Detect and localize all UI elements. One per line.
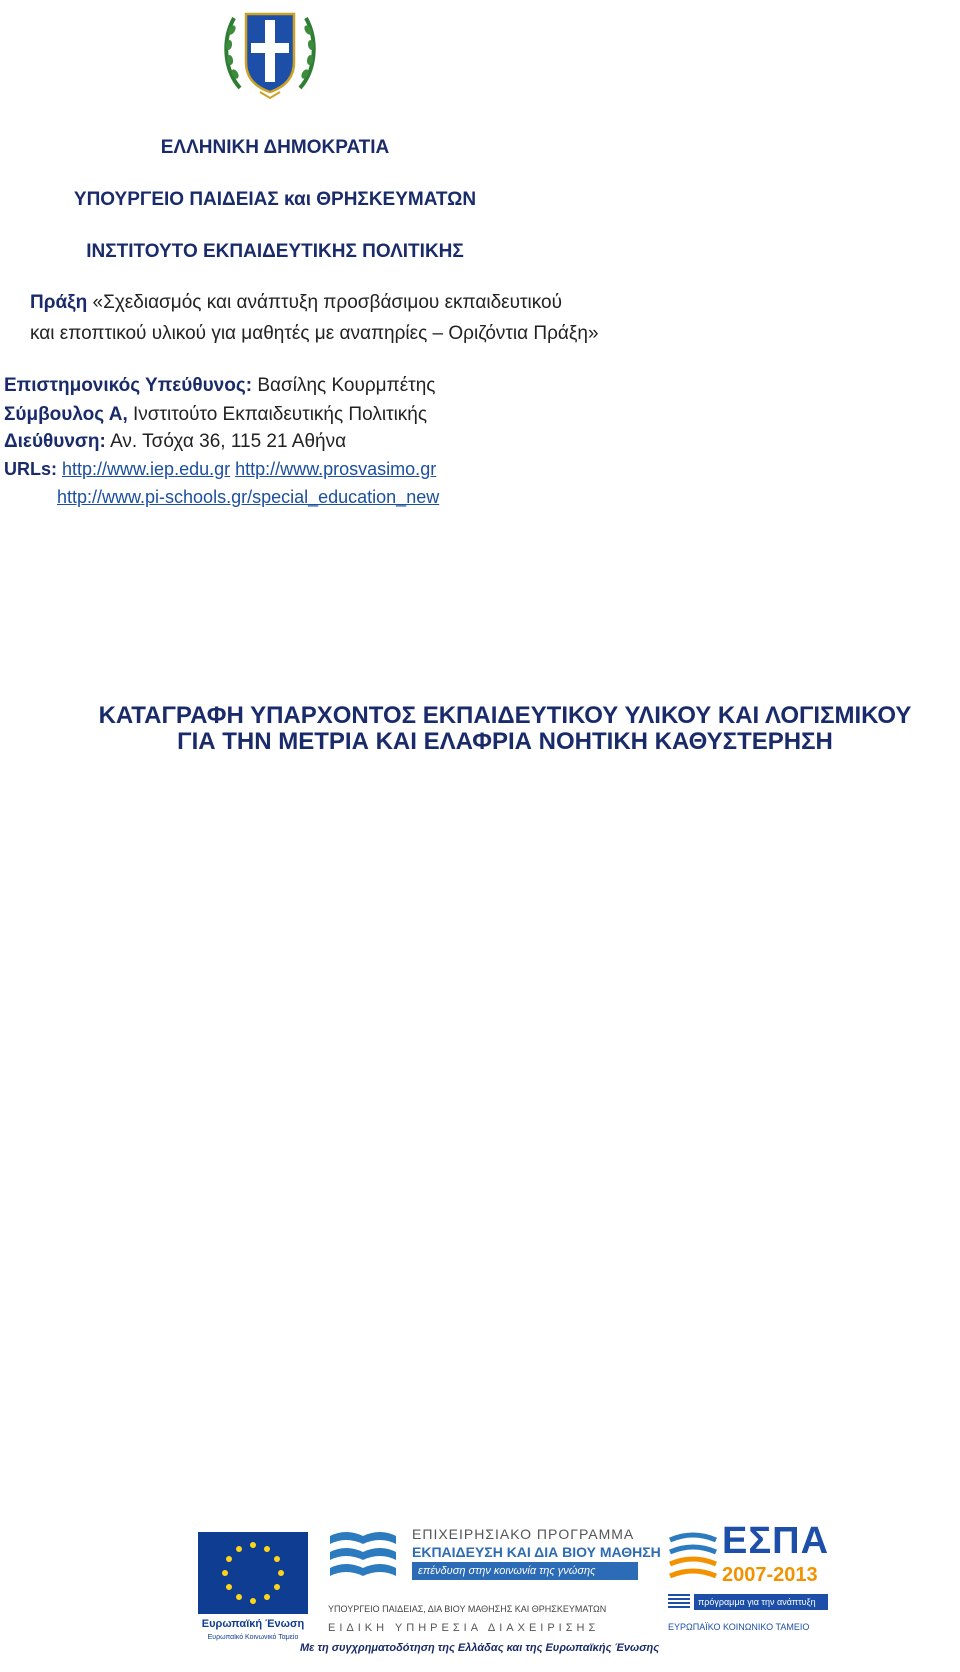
address-line — [4, 431, 346, 453]
action-label: Πράξη — [30, 292, 88, 313]
operational-programme-logo — [328, 1526, 668, 1651]
eu-label: Ευρωπαϊκή Ένωση — [201, 1618, 305, 1630]
espa-years: 2007-2013 — [722, 1564, 818, 1586]
urls-label: URLs: — [4, 459, 57, 479]
pi-schools-link[interactable]: http://www.pi-schools.gr/special_education_new — [57, 487, 440, 507]
urls-line-2 — [57, 487, 439, 508]
espa-logo — [668, 1520, 848, 1651]
role-line — [4, 404, 427, 426]
espa-fund: ΕΥΡΩΠΑΪΚΟ ΚΟΙΝΩΝΙΚΟ ΤΑΜΕΙΟ — [668, 1622, 810, 1632]
greek-flag-icon — [668, 1594, 690, 1608]
document-title-line-2: ΓΙΑ ΤΗΝ ΜΕΤΡΙΑ ΚΑΙ ΕΛΑΦΡΙΑ ΝΟΗΤΙΚΗ ΚΑΘΥΣΤΕΡΗΣΗ — [177, 728, 833, 755]
supervisor-line — [4, 375, 435, 397]
ep-title-2: ΕΚΠΑΙΔΕΥΣΗ ΚΑΙ ΔΙΑ ΒΙΟΥ ΜΑΘΗΣΗ — [412, 1544, 661, 1560]
address-label: Διεύθυνση: — [4, 431, 106, 452]
ep-ministry: ΥΠΟΥΡΓΕΙΟ ΠΑΙΔΕΙΑΣ, ΔΙΑ ΒΙΟΥ ΜΑΘΗΣΗΣ ΚΑΙ ΘΡΗΣΚΕΥΜΑΤΩΝ — [328, 1604, 607, 1614]
address-value: Αν. Τσόχα 36, 115 21 Αθήνα — [110, 431, 347, 452]
country-heading: ΕΛΛΗΝΙΚΗ ΔΗΜΟΚΡΑΤΙΑ — [160, 137, 390, 158]
espa-name: ΕΣΠΑ — [722, 1520, 830, 1562]
ep-service: ΕΙΔΙΚΗ ΥΠΗΡΕΣΙΑ ΔΙΑΧΕΙΡΙΣΗΣ — [328, 1622, 600, 1634]
iep-link[interactable]: http://www.iep.edu.gr — [62, 459, 231, 479]
prosvasimo-link[interactable]: http://www.prosvasimo.gr — [235, 459, 437, 479]
espa-slogan: πρόγραμμα για την ανάπτυξη — [694, 1594, 828, 1610]
eu-flag-icon — [198, 1532, 308, 1614]
funding-logos — [198, 1512, 848, 1662]
role-label: Σύμβουλος Α, — [4, 404, 128, 425]
role-org: Ινστιτούτο Εκπαιδευτικής Πολιτικής — [133, 404, 428, 425]
action-text-1: «Σχεδιασμός και ανάπτυξη προσβάσιμου εκπαιδευτικού — [92, 292, 562, 313]
ep-slogan: επένδυση στην κοινωνία της γνώσης — [412, 1562, 638, 1580]
action-line-2: και εποπτικού υλικού για μαθητές με αναπηρίες – Οριζόντια Πράξη» — [30, 323, 599, 344]
co-funding-note: Με τη συγχρηματοδότηση της Ελλάδας και της Ευρωπαϊκής Ένωσης — [300, 1642, 660, 1654]
eu-sub-label: Ευρωπαϊκό Κοινωνικό Ταμείο — [207, 1634, 299, 1641]
institute-heading: ΙΝΣΤΙΤΟΥΤΟ ΕΚΠΑΙΔΕΥΤΙΚΗΣ ΠΟΛΙΤΙΚΗΣ — [86, 241, 464, 262]
urls-line — [4, 459, 436, 480]
action-line-1 — [30, 292, 562, 314]
ministry-heading: ΥΠΟΥΡΓΕΙΟ ΠΑΙΔΕΙΑΣ και ΘΡΗΣΚΕΥΜΑΤΩΝ — [73, 189, 477, 210]
espa-waves-icon — [668, 1528, 718, 1586]
book-waves-icon — [328, 1526, 398, 1590]
supervisor-name: Βασίλης Κουρμπέτης — [257, 375, 436, 396]
supervisor-label: Επιστημονικός Υπεύθυνος: — [4, 375, 253, 396]
ep-title-1: ΕΠΙΧΕΙΡΗΣΙΑΚΟ ΠΡΟΓΡΑΜΜΑ — [412, 1526, 635, 1542]
greek-coat-of-arms-icon — [220, 0, 320, 102]
document-title-line-1: ΚΑΤΑΓΡΑΦΗ ΥΠΑΡΧΟΝΤΟΣ ΕΚΠΑΙΔΕΥΤΙΚΟΥ ΥΛΙΚΟΥ ΚΑΙ ΛΟΓΙΣΜΙΚΟΥ — [98, 702, 912, 729]
